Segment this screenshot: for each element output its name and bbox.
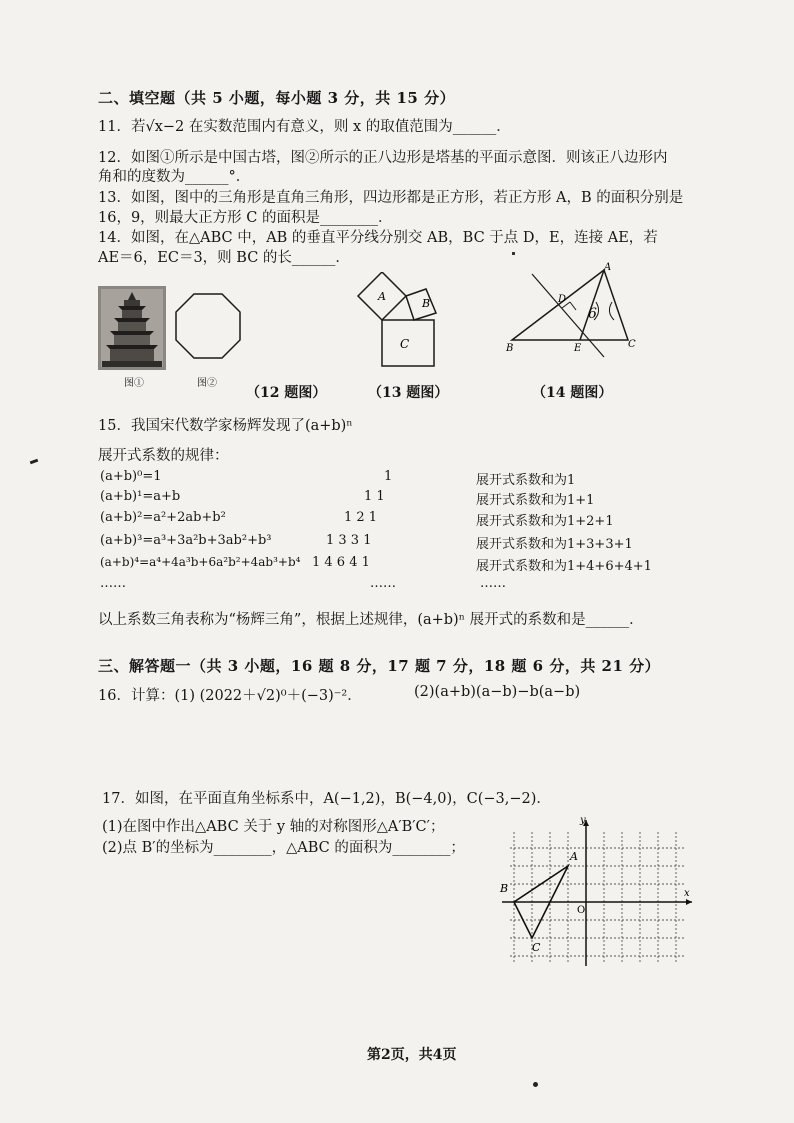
origin-label: O: [577, 905, 586, 916]
triangle-figure: [504, 262, 644, 358]
y-axis-label: y: [580, 815, 586, 826]
question-15-conclusion: 以上系数三角表称为“杨辉三角”，根据上述规律，(a+b)ⁿ 展开式的系数和是______．: [98, 612, 644, 628]
question-12-line-2: 角和的度数为______°．: [98, 169, 251, 185]
point-a-label: A: [570, 850, 578, 863]
yang-hui-coef-1: 1 1: [364, 489, 385, 504]
yang-hui-sum-1: 展开式系数和为1+1: [476, 493, 595, 508]
section-2-title: 二、填空题（共 5 小题，每小题 3 分，共 15 分）: [98, 89, 456, 107]
figure-2-label: 图②: [197, 378, 217, 389]
question-16-part-1: 16．计算：(1) (2022＋√2)⁰＋(−3)⁻²．: [98, 688, 362, 704]
segment-ae: [580, 270, 604, 340]
question-14-line-1: 14．如图，在△ABC 中，AB 的垂直平分线分别交 AB，BC 于点 D，E，连接 AE，若: [98, 230, 658, 246]
coordinate-grid: [496, 812, 698, 972]
figure-14-caption: （14 题图）: [532, 385, 613, 401]
question-15-line-2: 展开式系数的规律：: [98, 448, 229, 464]
yang-hui-sum-2: 展开式系数和为1+2+1: [476, 514, 614, 529]
question-16-part-2: (2)(a+b)(a−b)−b(a−b): [414, 684, 581, 700]
scan-speck: [30, 459, 39, 465]
section-3-title: 三、解答题一（共 3 小题，16 题 8 分，17 题 7 分，18 题 6 分，共 21 分）: [98, 657, 661, 675]
figure-13-caption: （13 题图）: [368, 385, 449, 401]
question-12-line-1: 12．如图①所示是中国古塔，图②所示的正八边形是塔基的平面示意图．则该正八边形内: [98, 150, 668, 166]
yang-hui-dots-sum: ……: [480, 576, 506, 591]
triangle-vertex-c: C: [628, 339, 636, 350]
point-b-label: B: [500, 882, 509, 895]
yang-hui-coef-4: 1 4 6 4 1: [312, 555, 370, 570]
point-d-label: D: [558, 294, 567, 305]
page-footer: 第2页，共4页: [367, 1047, 457, 1063]
yang-hui-expr-1: (a+b)¹=a+b: [100, 489, 181, 504]
question-17-line-1: 17．如图，在平面直角坐标系中，A(−1,2)，B(−4,0)，C(−3,−2)．: [102, 791, 551, 807]
square-a-label: A: [378, 290, 386, 303]
question-11: 11．若√x−2 在实数范围内有意义，则 x 的取值范围为______．: [98, 119, 511, 135]
yang-hui-expr-0: (a+b)⁰=1: [100, 469, 162, 484]
point-c-label: C: [532, 941, 541, 954]
length-six-label: 6: [588, 306, 597, 322]
yang-hui-coef-3: 1 3 3 1: [326, 533, 372, 548]
yang-hui-dots-coef: ……: [370, 576, 396, 591]
question-13-line-2: 16，9，则最大正方形 C 的面积是________．: [98, 210, 393, 226]
point-e-label: E: [574, 343, 582, 354]
scan-speck: [533, 1082, 538, 1087]
yang-hui-expr-2: (a+b)²=a²+2ab+b²: [100, 510, 226, 525]
square-c-label: C: [400, 337, 410, 351]
yang-hui-expr-4: (a+b)⁴=a⁴+4a³b+6a²b²+4ab³+b⁴: [100, 555, 301, 569]
yang-hui-sum-0: 展开式系数和为1: [476, 473, 576, 488]
yang-hui-expr-3: (a+b)³=a³+3a²b+3ab²+b³: [100, 533, 272, 548]
question-17-line-2: (1)在图中作出△ABC 关于 y 轴的对称图形△A′B′C′；: [102, 819, 445, 835]
pythagoras-squares-figure: [350, 272, 450, 372]
triangle-vertex-a: A: [604, 262, 612, 273]
yang-hui-coef-2: 1 2 1: [344, 510, 378, 525]
x-axis-label: x: [684, 888, 690, 899]
question-17-line-3: (2)点 B′的坐标为________，△ABC 的面积为________；: [102, 840, 465, 856]
question-15-intro: 15．我国宋代数学家杨辉发现了(a+b)ⁿ: [98, 418, 353, 434]
yang-hui-dots-expr: ……: [100, 576, 126, 591]
question-13-line-1: 13．如图，图中的三角形是直角三角形，四边形都是正方形，若正方形 A，B 的面积分别是: [98, 190, 684, 206]
figure-1-label: 图①: [124, 378, 144, 389]
pagoda-photo: [98, 286, 166, 370]
triangle-vertex-b: B: [506, 343, 514, 354]
question-14-line-2: AE＝6，EC＝3，则 BC 的长______．: [98, 250, 350, 266]
yang-hui-sum-4: 展开式系数和为1+4+6+4+1: [476, 559, 652, 574]
regular-octagon: [172, 290, 244, 362]
square-b: [406, 289, 436, 320]
figure-12-caption: （12 题图）: [246, 385, 327, 401]
yang-hui-sum-3: 展开式系数和为1+3+3+1: [476, 537, 633, 552]
yang-hui-coef-0: 1: [384, 469, 393, 484]
scan-speck: [512, 252, 515, 255]
square-b-label: B: [422, 297, 431, 310]
